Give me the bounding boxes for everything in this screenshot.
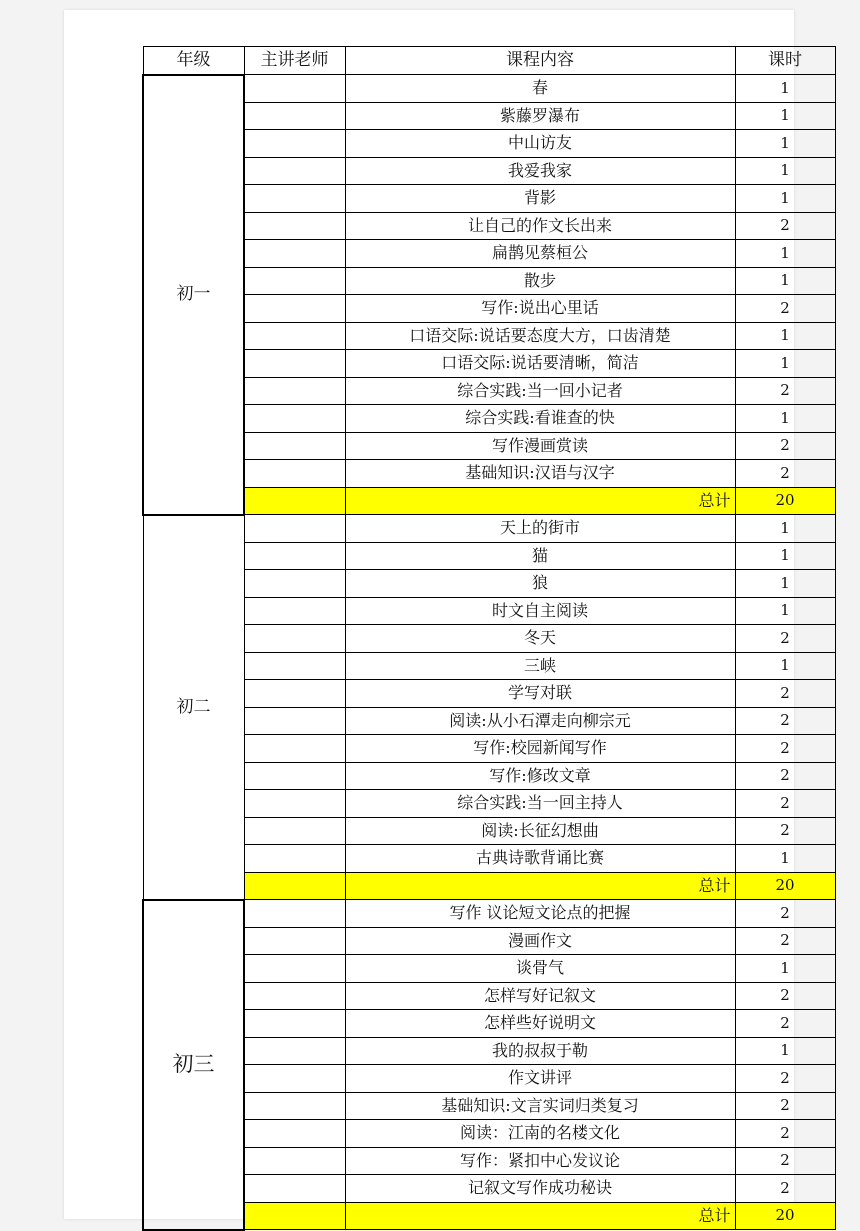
- lesson-title-cell: 基础知识:汉语与汉字: [345, 460, 735, 488]
- lesson-hours-cell: 2: [735, 900, 835, 928]
- lesson-hours-cell: 2: [735, 377, 835, 405]
- lesson-title-cell: 综合实践:看谁查的快: [345, 405, 735, 433]
- lesson-title-cell: 春: [345, 75, 735, 103]
- lesson-title-cell: 漫画作文: [345, 927, 735, 955]
- teacher-cell: [244, 1065, 345, 1093]
- teacher-cell: [244, 267, 345, 295]
- teacher-cell: [244, 1147, 345, 1175]
- lesson-hours-cell: 2: [735, 735, 835, 763]
- teacher-cell: [244, 130, 345, 158]
- lesson-title-cell: 时文自主阅读: [345, 597, 735, 625]
- table-row: [143, 322, 835, 350]
- lesson-title-cell: 阅读:从小石潭走向柳宗元: [345, 707, 735, 735]
- teacher-cell: [244, 240, 345, 268]
- lesson-hours-cell: 1: [735, 185, 835, 213]
- table-row: [143, 1037, 835, 1065]
- lesson-hours-cell: 1: [735, 102, 835, 130]
- total-label-cell: 总计: [345, 872, 735, 900]
- header-teacher: 主讲老师: [244, 47, 345, 75]
- teacher-cell: [244, 1175, 345, 1203]
- lesson-hours-cell: 2: [735, 680, 835, 708]
- total-label-cell: 总计: [345, 487, 735, 515]
- lesson-title-cell: 让自己的作文长出来: [345, 212, 735, 240]
- total-teacher-cell: [244, 872, 345, 900]
- lesson-title-cell: 综合实践:当一回主持人: [345, 790, 735, 818]
- lesson-title-cell: 狼: [345, 570, 735, 598]
- lesson-hours-cell: 2: [735, 1065, 835, 1093]
- teacher-cell: [244, 350, 345, 378]
- total-teacher-cell: [244, 487, 345, 515]
- lesson-title-cell: 写作:说出心里话: [345, 295, 735, 323]
- table-row: [143, 570, 835, 598]
- teacher-cell: [244, 295, 345, 323]
- header-content: 课程内容: [345, 47, 735, 75]
- teacher-cell: [244, 680, 345, 708]
- lesson-title-cell: 冬天: [345, 625, 735, 653]
- lesson-hours-cell: 2: [735, 982, 835, 1010]
- teacher-cell: [244, 322, 345, 350]
- lesson-hours-cell: 1: [735, 570, 835, 598]
- grade-cell: 初三: [143, 900, 244, 1230]
- table-row: [143, 130, 835, 158]
- total-hours-cell: 20: [735, 872, 835, 900]
- lesson-title-cell: 三峡: [345, 652, 735, 680]
- lesson-hours-cell: 1: [735, 597, 835, 625]
- teacher-cell: [244, 542, 345, 570]
- teacher-cell: [244, 212, 345, 240]
- lesson-title-cell: 背影: [345, 185, 735, 213]
- lesson-title-cell: 古典诗歌背诵比赛: [345, 845, 735, 873]
- table-row: [143, 295, 835, 323]
- teacher-cell: [244, 762, 345, 790]
- lesson-hours-cell: 2: [735, 1010, 835, 1038]
- table-row: [143, 1175, 835, 1203]
- table-row: [143, 350, 835, 378]
- table-row: [143, 542, 835, 570]
- table-row: [143, 982, 835, 1010]
- lesson-hours-cell: 1: [735, 405, 835, 433]
- table-row: [143, 707, 835, 735]
- lesson-title-cell: 写作 议论短文论点的把握: [345, 900, 735, 928]
- teacher-cell: [244, 570, 345, 598]
- header-row: [143, 47, 835, 75]
- lesson-title-cell: 写作:校园新闻写作: [345, 735, 735, 763]
- table-row: [143, 790, 835, 818]
- teacher-cell: [244, 625, 345, 653]
- total-hours-cell: 20: [735, 487, 835, 515]
- teacher-cell: [244, 432, 345, 460]
- teacher-cell: [244, 900, 345, 928]
- lesson-title-cell: 我爱我家: [345, 157, 735, 185]
- lesson-hours-cell: 2: [735, 707, 835, 735]
- table-row: [143, 927, 835, 955]
- total-label-cell: 总计: [345, 1202, 735, 1230]
- lesson-title-cell: 猫: [345, 542, 735, 570]
- lesson-hours-cell: 1: [735, 130, 835, 158]
- lesson-title-cell: 我的叔叔于勒: [345, 1037, 735, 1065]
- teacher-cell: [244, 185, 345, 213]
- teacher-cell: [244, 405, 345, 433]
- teacher-cell: [244, 102, 345, 130]
- table-row: [143, 267, 835, 295]
- teacher-cell: [244, 707, 345, 735]
- lesson-title-cell: 散步: [345, 267, 735, 295]
- lesson-title-cell: 怎样些好说明文: [345, 1010, 735, 1038]
- total-hours-cell: 20: [735, 1202, 835, 1230]
- table-row: [143, 377, 835, 405]
- table-row: [143, 212, 835, 240]
- lesson-title-cell: 综合实践:当一回小记者: [345, 377, 735, 405]
- teacher-cell: [244, 735, 345, 763]
- lesson-hours-cell: 2: [735, 295, 835, 323]
- table-row: [143, 735, 835, 763]
- table-row: [143, 762, 835, 790]
- teacher-cell: [244, 845, 345, 873]
- table-row: [143, 405, 835, 433]
- header-grade: 年级: [143, 47, 244, 75]
- course-schedule-table: [142, 46, 836, 1231]
- total-row: [143, 487, 835, 515]
- table-row: [143, 185, 835, 213]
- table-row: [143, 625, 835, 653]
- total-teacher-cell: [244, 1202, 345, 1230]
- lesson-title-cell: 口语交际:说话要清晰，简洁: [345, 350, 735, 378]
- table-row: [143, 955, 835, 983]
- table-row: [143, 652, 835, 680]
- lesson-title-cell: 写作:修改文章: [345, 762, 735, 790]
- table-row: [143, 900, 835, 928]
- lesson-hours-cell: 2: [735, 1092, 835, 1120]
- table-row: [143, 432, 835, 460]
- total-row: [143, 1202, 835, 1230]
- teacher-cell: [244, 597, 345, 625]
- lesson-hours-cell: 2: [735, 1120, 835, 1148]
- lesson-hours-cell: 1: [735, 1037, 835, 1065]
- lesson-title-cell: 学写对联: [345, 680, 735, 708]
- lesson-hours-cell: 2: [735, 460, 835, 488]
- lesson-title-cell: 中山访友: [345, 130, 735, 158]
- lesson-hours-cell: 2: [735, 1147, 835, 1175]
- teacher-cell: [244, 1120, 345, 1148]
- table-row: [143, 102, 835, 130]
- grade-cell: 初二: [143, 515, 244, 900]
- total-row: [143, 872, 835, 900]
- table-row: [143, 680, 835, 708]
- lesson-hours-cell: 2: [735, 790, 835, 818]
- table-body: [143, 75, 835, 1230]
- teacher-cell: [244, 157, 345, 185]
- teacher-cell: [244, 927, 345, 955]
- spreadsheet-page: [64, 10, 802, 1225]
- table-row: [143, 75, 835, 103]
- lesson-hours-cell: 1: [735, 240, 835, 268]
- lesson-hours-cell: 1: [735, 157, 835, 185]
- lesson-hours-cell: 1: [735, 955, 835, 983]
- lesson-hours-cell: 2: [735, 762, 835, 790]
- lesson-title-cell: 阅读:长征幻想曲: [345, 817, 735, 845]
- lesson-hours-cell: 2: [735, 927, 835, 955]
- teacher-cell: [244, 460, 345, 488]
- lesson-hours-cell: 1: [735, 322, 835, 350]
- table-row: [143, 1010, 835, 1038]
- header-hours: 课时: [735, 47, 835, 75]
- lesson-hours-cell: 1: [735, 845, 835, 873]
- lesson-hours-cell: 1: [735, 652, 835, 680]
- lesson-title-cell: 怎样写好记叙文: [345, 982, 735, 1010]
- teacher-cell: [244, 1092, 345, 1120]
- lesson-hours-cell: 1: [735, 515, 835, 543]
- grade-cell: 初一: [143, 75, 244, 515]
- lesson-title-cell: 天上的街市: [345, 515, 735, 543]
- table-row: [143, 1120, 835, 1148]
- lesson-hours-cell: 2: [735, 625, 835, 653]
- lesson-hours-cell: 2: [735, 212, 835, 240]
- lesson-title-cell: 紫藤罗瀑布: [345, 102, 735, 130]
- table-row: [143, 1092, 835, 1120]
- lesson-title-cell: 谈骨气: [345, 955, 735, 983]
- lesson-title-cell: 写作：紧扣中心发议论: [345, 1147, 735, 1175]
- teacher-cell: [244, 377, 345, 405]
- teacher-cell: [244, 1010, 345, 1038]
- lesson-title-cell: 口语交际:说话要态度大方，口齿清楚: [345, 322, 735, 350]
- table-row: [143, 240, 835, 268]
- lesson-hours-cell: 1: [735, 75, 835, 103]
- teacher-cell: [244, 1037, 345, 1065]
- table-row: [143, 1147, 835, 1175]
- teacher-cell: [244, 75, 345, 103]
- lesson-title-cell: 记叙文写作成功秘诀: [345, 1175, 735, 1203]
- teacher-cell: [244, 982, 345, 1010]
- lesson-hours-cell: 1: [735, 267, 835, 295]
- lesson-hours-cell: 1: [735, 350, 835, 378]
- table-row: [143, 845, 835, 873]
- table-row: [143, 157, 835, 185]
- table-row: [143, 817, 835, 845]
- lesson-title-cell: 写作漫画赏读: [345, 432, 735, 460]
- lesson-hours-cell: 2: [735, 817, 835, 845]
- lesson-title-cell: 基础知识:文言实词归类复习: [345, 1092, 735, 1120]
- teacher-cell: [244, 790, 345, 818]
- lesson-hours-cell: 2: [735, 1175, 835, 1203]
- teacher-cell: [244, 515, 345, 543]
- teacher-cell: [244, 955, 345, 983]
- lesson-hours-cell: 1: [735, 542, 835, 570]
- lesson-hours-cell: 2: [735, 432, 835, 460]
- lesson-title-cell: 扁鹊见蔡桓公: [345, 240, 735, 268]
- table-row: [143, 597, 835, 625]
- table-row: [143, 1065, 835, 1093]
- table-row: [143, 515, 835, 543]
- lesson-title-cell: 作文讲评: [345, 1065, 735, 1093]
- teacher-cell: [244, 817, 345, 845]
- table-row: [143, 460, 835, 488]
- lesson-title-cell: 阅读：江南的名楼文化: [345, 1120, 735, 1148]
- teacher-cell: [244, 652, 345, 680]
